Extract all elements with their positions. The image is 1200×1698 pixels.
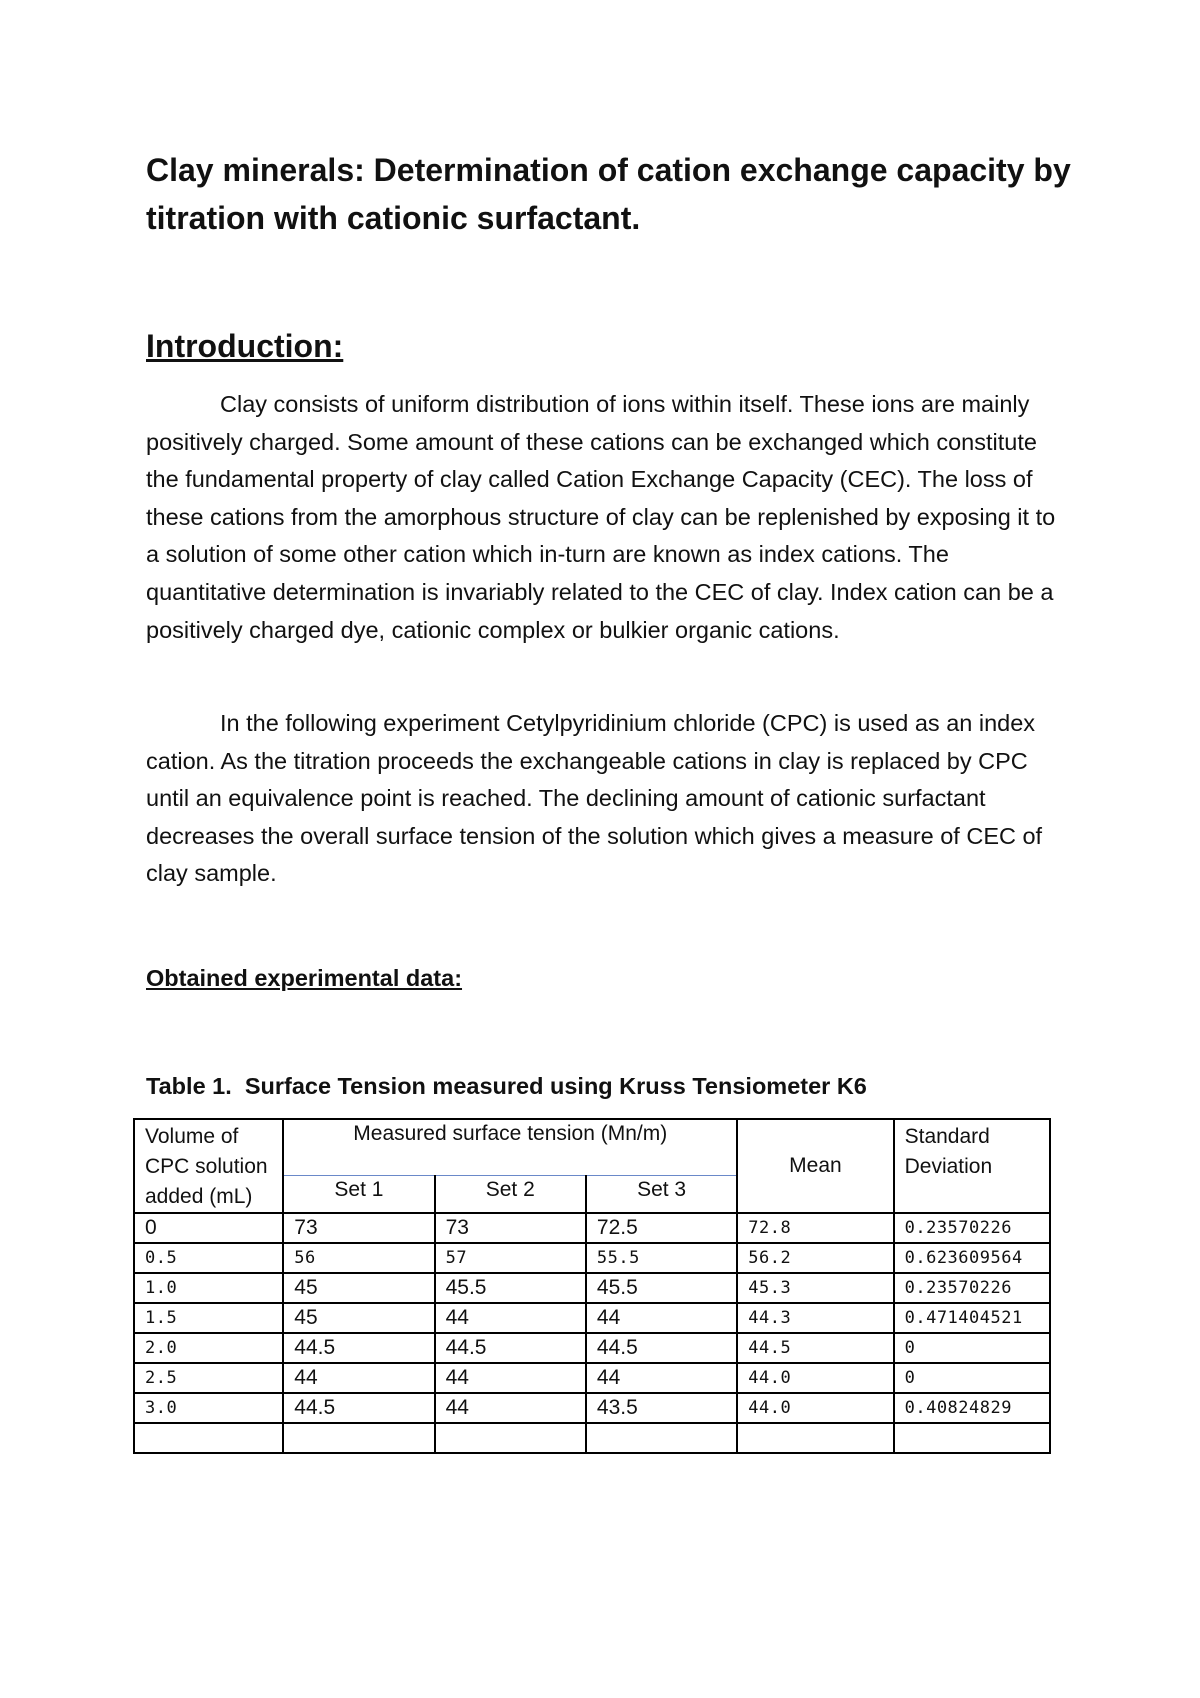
cell-standard-deviation: 0 [894, 1363, 1050, 1393]
cell-volume: 2.5 [134, 1363, 283, 1393]
header-mean: Mean [737, 1119, 893, 1213]
cell-set-1: 45 [283, 1273, 434, 1303]
table-row [134, 1333, 1050, 1363]
cell-standard-deviation: 0 [894, 1333, 1050, 1363]
cell-set-3: 44.5 [586, 1333, 737, 1363]
cell-set-2: 44.5 [435, 1333, 586, 1363]
introduction-paragraph-2: In the following experiment Cetylpyridinium chloride (CPC) is used as an index cation. As the titration proceeds the exchangeable cations in clay is replaced by CPC until an equivalence point is reached. The declining amount of cationic surfactant decreases the overall surface tension of the solution which gives a measure of CEC of clay sample. [146, 710, 1043, 887]
cell-set-2: 44 [435, 1393, 586, 1423]
table-row [134, 1243, 1050, 1273]
cell-empty [435, 1423, 586, 1453]
cell-standard-deviation: 0.23570226 [894, 1273, 1050, 1303]
cell-volume: 1.5 [134, 1303, 283, 1333]
header-set-2: Set 2 [435, 1176, 586, 1214]
cell-set-3: 43.5 [586, 1393, 737, 1423]
cell-standard-deviation: 0.623609564 [894, 1243, 1050, 1273]
document-title: Clay minerals: Determination of cation exchange capacity by titration with cationic surfactant. [146, 152, 1071, 236]
introduction-paragraph-1: Clay consists of uniform distribution of ions within itself. These ions are mainly positively charged. Some amount of these cations can be exchanged which constitute the fundamental property of clay called Cation Exchange Capacity (CEC). The loss of these cations from the amorphous structure of clay can be replenished by exposing it to a solution of some other cation which in-turn are known as index cations. The quantitative determination is invariably related to the CEC of clay. Index cation can be a positively charged dye, cationic complex or bulkier organic cations. [146, 391, 1056, 643]
header-set-1: Set 1 [283, 1176, 434, 1214]
table-row-empty [134, 1423, 1050, 1453]
experimental-data-heading: Obtained experimental data: [146, 965, 463, 991]
cell-set-1: 45 [283, 1303, 434, 1333]
cell-empty [894, 1423, 1050, 1453]
cell-mean: 44.5 [737, 1333, 893, 1363]
cell-set-3: 44 [586, 1303, 737, 1333]
cell-set-1: 56 [283, 1243, 434, 1273]
cell-set-3: 72.5 [586, 1213, 737, 1243]
cell-empty [737, 1423, 893, 1453]
table-row [134, 1213, 1050, 1243]
cell-mean: 44.0 [737, 1363, 893, 1393]
cell-empty [283, 1423, 434, 1453]
cell-volume: 0.5 [134, 1243, 283, 1273]
cell-volume: 1.0 [134, 1273, 283, 1303]
table-row [134, 1393, 1050, 1423]
introduction-heading: Introduction: [146, 328, 344, 364]
surface-tension-table [133, 1118, 1051, 1454]
cell-volume: 3.0 [134, 1393, 283, 1423]
cell-set-1: 73 [283, 1213, 434, 1243]
header-measured-surface-tension: Measured surface tension (Mn/m) [283, 1119, 737, 1176]
cell-set-1: 44.5 [283, 1393, 434, 1423]
table-row [134, 1273, 1050, 1303]
cell-set-3: 44 [586, 1363, 737, 1393]
table-header-row-1 [134, 1119, 1050, 1176]
cell-set-2: 57 [435, 1243, 586, 1273]
cell-volume: 0 [134, 1213, 283, 1243]
header-set-3: Set 3 [586, 1176, 737, 1214]
cell-set-1: 44.5 [283, 1333, 434, 1363]
table-row [134, 1303, 1050, 1333]
cell-mean: 44.3 [737, 1303, 893, 1333]
cell-set-3: 55.5 [586, 1243, 737, 1273]
table-caption: Table 1. Surface Tension measured using Kruss Tensiometer K6 [146, 1073, 867, 1099]
table-row [134, 1363, 1050, 1393]
cell-standard-deviation: 0.40824829 [894, 1393, 1050, 1423]
cell-standard-deviation: 0.23570226 [894, 1213, 1050, 1243]
cell-set-3: 45.5 [586, 1273, 737, 1303]
cell-set-2: 44 [435, 1363, 586, 1393]
cell-empty [134, 1423, 283, 1453]
cell-standard-deviation: 0.471404521 [894, 1303, 1050, 1333]
header-volume: Volume of CPC solution added (mL) [134, 1119, 283, 1213]
cell-set-2: 73 [435, 1213, 586, 1243]
cell-mean: 44.0 [737, 1393, 893, 1423]
cell-mean: 56.2 [737, 1243, 893, 1273]
cell-set-2: 45.5 [435, 1273, 586, 1303]
cell-set-1: 44 [283, 1363, 434, 1393]
header-standard-deviation: Standard Deviation [894, 1119, 1050, 1213]
cell-empty [586, 1423, 737, 1453]
cell-mean: 45.3 [737, 1273, 893, 1303]
cell-set-2: 44 [435, 1303, 586, 1333]
cell-mean: 72.8 [737, 1213, 893, 1243]
cell-volume: 2.0 [134, 1333, 283, 1363]
